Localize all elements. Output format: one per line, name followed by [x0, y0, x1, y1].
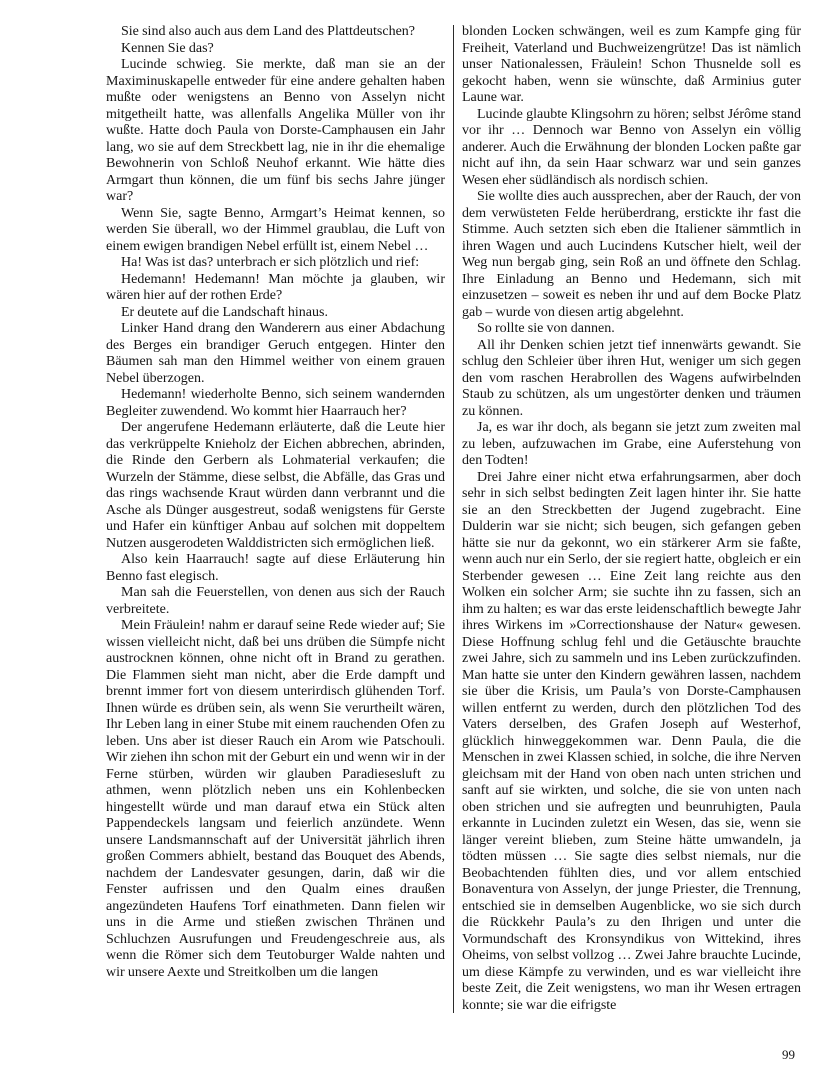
paragraph: Sie sind also auch aus dem Land des Plattdeutschen? — [121, 24, 416, 39]
paragraph: Ja, es war ihr doch, als begann sie jetzt zum zweiten mal zu leben, aufzuwachen im Grabe, eine Auferstehung von den Todten! — [462, 420, 801, 468]
paragraph: Wenn Sie, sagte Benno, Armgart’s Heimat kennen, so werden Sie überall, wo der Himmel graublau, die Luft von einem ewigen brandigen Nebel erfüllt ist, einem Nebel … — [106, 205, 445, 254]
paragraph: Man sah die Feuerstellen, von denen aus sich der Rauch verbreitete. — [106, 585, 445, 617]
paragraph: Er deutete auf die Landschaft hinaus. — [121, 304, 328, 320]
paragraph: Hedemann! wiederholte Benno, sich seinem wandernden Begleiter zuwendend. Wo kommt hier Haarrauch her? — [106, 387, 445, 419]
paragraph-continuation: blonden Locken schwängen, weil es zum Kampfe ging für Freiheit, Vaterland und Buchweizengrütze! Das ist nämlich unser Nationalessen, Fräulein! Schon Thusnelde soll es gekocht haben, wenn sie wünschte, daß Arminius guter Laune war. — [462, 24, 801, 105]
paragraph: Der angerufene Hedemann erläuterte, daß die Leute hier das verkrüppelte Knieholz der Eichen abbrechen, abrinden, die Rinde den Gerbern als Lohmaterial verkaufen; die Wurzeln der Stämme, diese selbst, die Abfälle, das Gras und das rings wachsende Kraut würden dann verbrannt und die Asche als Dünger ausgestreut, sodaß wenigstens für Gerste und Hafer ein künftiger Anbau auf solchen mit doppeltem Nutzen ausgerodeten Walddistricten sich ermöglichen ließ. — [106, 420, 445, 551]
paragraph: Lucinde schwieg. Sie merkte, daß man sie an der Maximinuskapelle entweder für eine andere gehalten haben mußte oder wenigstens an Benno von Asselyn nicht mitgetheilt hatte, was allenfalls Angelika Müller von ihr wußte. Hatte doch Paula von Dorste-Camphausen ein Jahr lang, wo sie auf dem Streckbett lag, nie in ihr die ehemalige Bewohnerin von Schloß Neuhof erkannt. Wie hätte dies Armgart thun können, die um fünf bis sechs Jahre jünger war? — [106, 57, 445, 204]
column-divider-rule — [453, 25, 454, 1013]
text-column-left — [106, 24, 445, 1014]
paragraph: Hedemann! Hedemann! Man möchte ja glauben, wir wären hier auf der rothen Erde? — [106, 271, 445, 303]
paragraph: Ha! Was ist das? unterbrach er sich plötzlich und rief: — [121, 255, 420, 270]
paragraph: Linker Hand drang den Wanderern aus einer Abdachung des Berges ein brandiger Geruch entgegen. Hinter den Bäumen sah man den Himmel weither von einem grauen Nebel überzogen. — [106, 321, 445, 386]
paragraph: Drei Jahre einer nicht etwa erfahrungsarmen, aber doch sehr in sich selbst bedingten Zeit lagen hinter ihr. Sie hatte sie an den Streckbetten der Jugend zugebracht. Eine Dulderin war sie nicht; sich beugen, sich gefangen geben hätte sie nur da gekonnt, wo ein stärkerer Arm sie faßte, wenn auch nur ein Serlo, der sie regiert hatte, obgleich er ein Sterbender gewesen … Eine Zeit lang reichte aus den Wolken ein solcher Arm; sie suchte ihn zu fassen, sich an ihm zu halten; es war das erste leidenschaftlich bewegte Jahr ihres Wirkens im »Correctionshause der Natur« gewesen. Diese Hoffnung schlug fehl und die Getäuschte brauchte zwei Jahre, sich zu sammeln und ins Leben zurückzufinden. Man hatte sie unter den Kindern gewähren lassen, nachdem sie über die Krisis, um Paula’s von Dorste-Camphausen willen entfernt zu werden, durch den plötzlichen Tod des Vaters derselben, des Grafen Joseph auf Westerhof, glücklich hinweggekommen war. Denn Paula, die die Menschen in zwei Klassen schied, in solche, die ihre Nerven gleichsam mit der Hand von oben nach unten strichen und sanft auf sie wirkten, und solche, die sie von unten nach oben strichen und sie aufregten und beunruhigten, Paula erkannte in Lucinden zuletzt ein Wesen, das sie, wenn sie länger vereint blieben, zum Steine hätte umwandeln, ja tödten müssen … Sie sagte dies selbst niemals, nur die Beobachtenden fühlten dies, und vor allem entschied Bonaventura von Asselyn, der junge Priester, die Trennung, entschied sie in demselben Augenblicke, wo sie sich durch die Rückkehr Paula’s zu den Ihrigen und unter die Vormundschaft des Kronsyndikus von Wittekind, ihres Oheims, von selbst vollzog … Zwei Jahre brauchte Lucinde, um diese Kämpfe zu verwinden, und es war vielleicht ihre beste Zeit, die Zeit wenigstens, wo man ihr Wesen ertragen konnte; sie war die eifrigste — [462, 469, 801, 1013]
paragraph: Sie wollte dies auch aussprechen, aber der Rauch, der von dem verwüsteten Felde herüberdrang, erstickte ihr fast die Stimme. Auch setzten sich eben die Italiener sämmtlich in ihren Wagen und auch Lucindens Kutscher hielt, weil der Weg nun bergab ging, sein Roß an und öffnete den Schlag. Ihre Einladung an Benno und Hedemann, sich mit einzusetzen – soweit es neben ihr und auf dem Bocke Platz gab – wurde von diesen artig abgelehnt. — [462, 189, 801, 320]
paragraph: Kennen Sie das? — [121, 40, 214, 56]
text-column-right — [462, 24, 801, 1014]
page-number: 99 — [782, 1047, 795, 1062]
paragraph: Mein Fräulein! nahm er darauf seine Rede wieder auf; Sie wissen vielleicht nicht, daß bei uns drüben die Sümpfe nicht austrocknen können, ohne nicht oft in Brand zu gerathen. Die Flammen sieht man nicht, aber die Erde dampft und brennt immer fort von diesem unterirdisch glühenden Torf. Ihnen würde es drüben sein, als wenn Sie verurtheilt wären, Ihr Leben lang in einer Stube mit einem rauchenden Ofen zu leben. Uns aber ist dieser Rauch ein Arom wie Patschouli. Wir ziehen ihn schon mit der Geburt ein und wenn wir in der Ferne stürben, würden wir glauben Paradiesesluft zu athmen, wenn plötzlich neben uns ein Kohlenbecken hingestellt würde und man darauf etwa ein Stück alten Pappendeckels langsam und feierlich anzündete. Wenn unsere Landsmannschaft auf der Universität jährlich ihren großen Commers abhielt, bestand das Bouquet des Abends, nachdem der Landesvater gesungen, darin, daß wir die Fenster aufrissen und den Qualm eines draußen angezündeten Haufens Torf einathmeten. Dann fielen wir uns in die Arme und stießen zwischen Thränen und Schluchzen Ausrufungen und Freudengeschreie aus, als wenn die Römer sich dem Teutoburger Walde nahten und wir unsere Aexte und Streitkolben um die langen — [106, 618, 445, 980]
page-content — [106, 24, 801, 1014]
paragraph: Lucinde glaubte Klingsohrn zu hören; selbst Jérôme stand vor ihr … Dennoch war Benno von Asselyn ein völlig anderer. Auch die Erwähnung der blonden Locken paßte gar nicht auf ihn, da sein Haar schwarz war und sein ganzes Wesen eher südländisch als nordisch schien. — [462, 106, 801, 188]
paragraph: So rollte sie von dannen. — [477, 321, 615, 336]
paragraph: Also kein Haarrauch! sagte auf diese Erläuterung hin Benno fast elegisch. — [106, 552, 445, 584]
paragraph: All ihr Denken schien jetzt tief innenwärts gewandt. Sie schlug den Schleier über ihren Hut, weniger um sich gegen den vom raschen Herabrollen des Wagens aufwirbelnden Staub zu schützen, als um ungestörter denken und träumen zu können. — [462, 337, 801, 419]
